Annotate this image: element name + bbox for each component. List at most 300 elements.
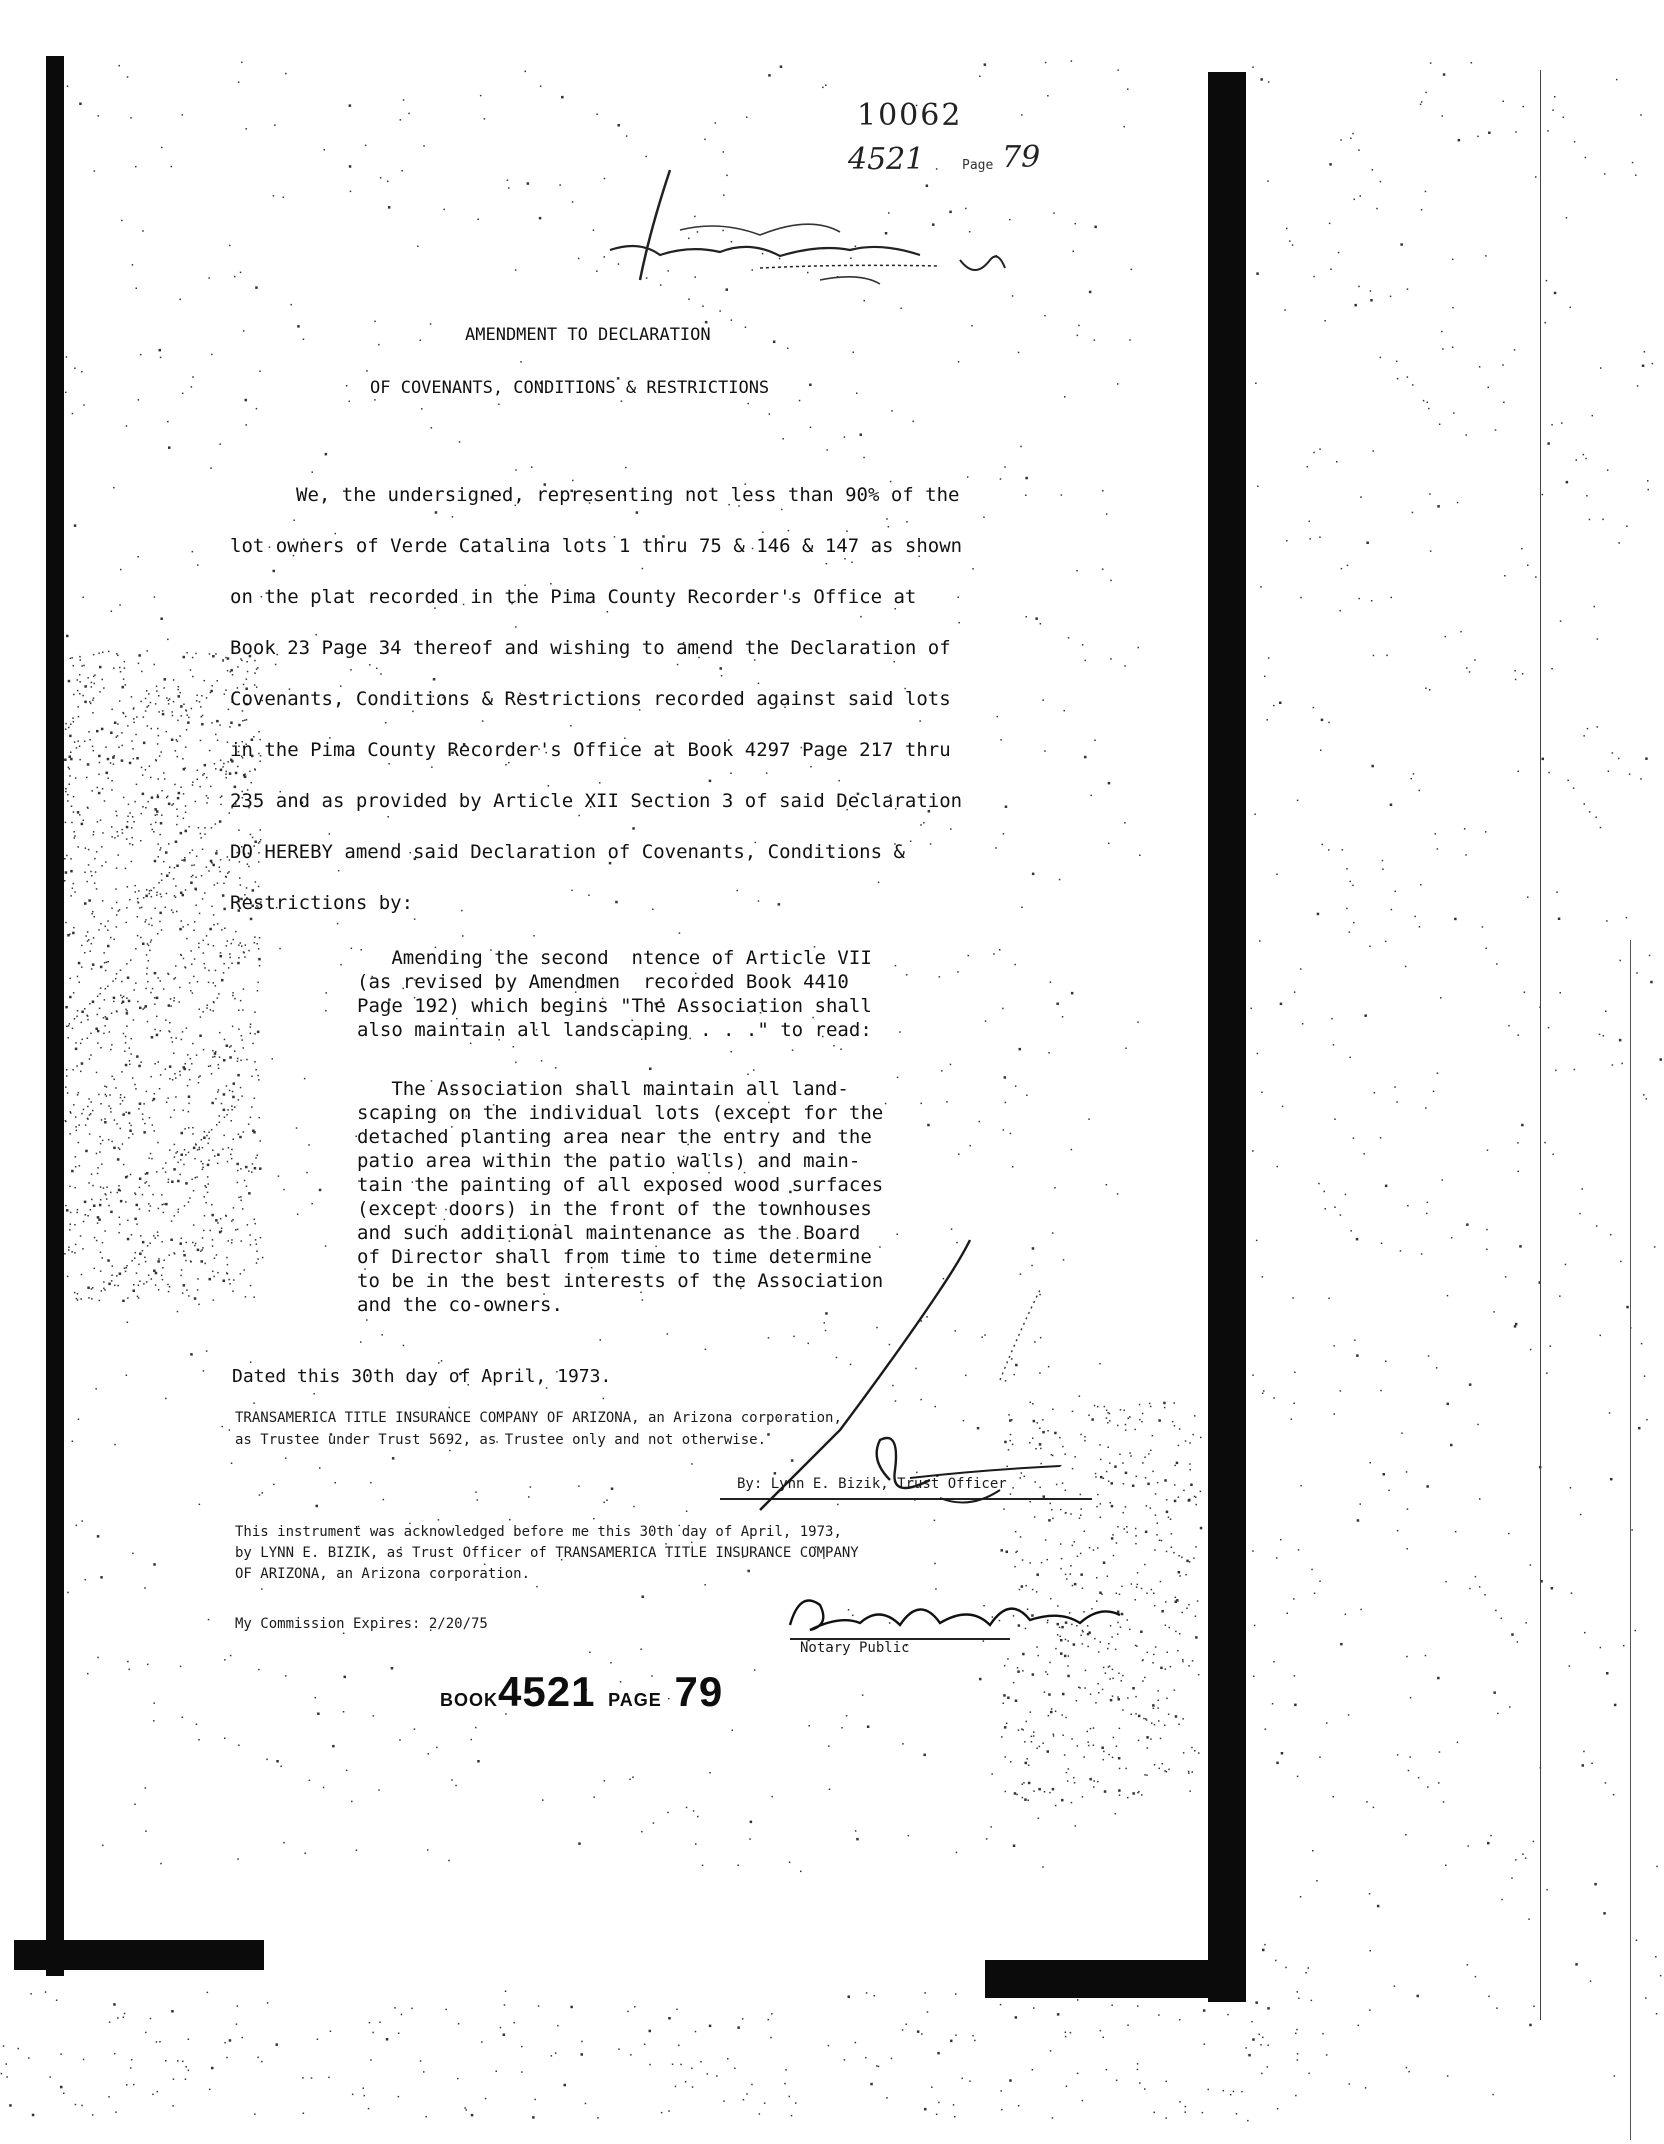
speckle-dot: [111, 1013, 113, 1015]
speckle-dot: [1025, 477, 1028, 480]
speckle-dot: [1641, 1343, 1643, 1345]
speckle-dot: [151, 1278, 153, 1280]
speckle-dot: [1533, 1841, 1535, 1843]
speckle-dot: [170, 1239, 173, 1242]
speckle-dot: [166, 731, 168, 733]
speckle-dot: [105, 970, 107, 972]
speckle-dot: [1164, 1725, 1166, 1727]
speckle-dot: [611, 1488, 614, 1491]
speckle-dot: [1061, 1558, 1063, 1560]
speckle-dot: [232, 995, 234, 997]
speckle-dot: [256, 408, 258, 410]
speckle-dot: [100, 1199, 102, 1201]
speckle-dot: [132, 748, 134, 750]
speckle-dot: [151, 728, 153, 730]
speckle-dot: [1370, 1950, 1372, 1952]
speckle-dot: [125, 716, 127, 718]
speckle-dot: [1103, 1759, 1105, 1761]
speckle-dot: [147, 981, 149, 983]
speckle-dot: [177, 720, 179, 722]
speckle-dot: [1038, 1788, 1041, 1791]
speckle-dot: [1164, 1407, 1166, 1409]
speckle-dot: [138, 1264, 140, 1266]
speckle-dot: [1340, 1643, 1343, 1646]
speckle-dot: [1443, 73, 1446, 76]
speckle-dot: [1420, 884, 1422, 886]
speckle-dot: [161, 1275, 163, 1277]
speckle-dot: [197, 1289, 199, 1291]
speckle-dot: [204, 764, 207, 767]
speckle-dot: [600, 1339, 602, 1341]
speckle-dot: [233, 1279, 235, 1281]
speckle-dot: [202, 774, 204, 776]
speckle-dot: [157, 796, 160, 799]
speckle-dot: [242, 2037, 244, 2039]
speckle-dot: [196, 1176, 198, 1178]
speckle-dot: [603, 1398, 605, 1400]
speckle-dot: [1077, 1999, 1079, 2001]
speckle-dot: [163, 1260, 165, 1262]
speckle-dot: [1117, 1193, 1119, 1195]
speckle-dot: [78, 962, 81, 965]
speckle-dot: [117, 1158, 120, 1161]
speckle-dot: [1321, 719, 1324, 722]
speckle-dot: [1656, 1866, 1658, 1868]
speckle-dot: [1208, 2089, 1210, 2091]
speckle-dot: [110, 1192, 112, 1194]
speckle-dot: [1451, 1237, 1453, 1239]
speckle-dot: [114, 1285, 116, 1287]
speckle-dot: [66, 1069, 68, 1071]
speckle-dot: [1390, 804, 1393, 807]
speckle-dot: [470, 1043, 472, 1045]
speckle-dot: [1626, 1306, 1629, 1309]
speckle-dot: [161, 1241, 163, 1243]
speckle-dot: [229, 1056, 232, 1059]
speckle-dot: [1397, 1754, 1399, 1756]
speckle-dot: [208, 870, 210, 872]
speckle-dot: [145, 1173, 147, 1175]
speckle-dot: [317, 1713, 320, 1716]
speckle-dot: [697, 1816, 699, 1818]
speckle-dot: [94, 916, 96, 918]
speckle-dot: [1309, 538, 1311, 540]
speckle-dot: [215, 823, 217, 825]
speckle-dot: [1371, 600, 1373, 602]
speckle-dot: [1174, 1465, 1176, 1467]
speckle-dot: [1548, 1027, 1550, 1029]
speckle-dot: [1194, 1496, 1196, 1498]
speckle-dot: [1185, 2106, 1187, 2108]
speckle-dot: [150, 2018, 152, 2020]
speckle-dot: [1101, 1747, 1104, 1750]
speckle-dot: [227, 872, 229, 874]
speckle-dot: [208, 1066, 210, 1068]
speckle-dot: [1575, 1963, 1578, 1966]
speckle-dot: [104, 999, 106, 1001]
speckle-dot: [82, 597, 84, 599]
speckle-dot: [243, 988, 245, 990]
speckle-dot: [1045, 1671, 1047, 1673]
speckle-dot: [1135, 1535, 1137, 1537]
speckle-dot: [204, 967, 206, 969]
speckle-dot: [1309, 521, 1311, 523]
speckle-dot: [69, 934, 71, 936]
speckle-dot: [581, 2041, 583, 2043]
speckle-dot: [202, 1169, 204, 1171]
speckle-dot: [250, 1026, 252, 1028]
speckle-dot: [92, 2114, 94, 2116]
speckle-dot: [1623, 1645, 1625, 1647]
speckle-dot: [1313, 707, 1315, 709]
speckle-dot: [1117, 69, 1119, 71]
speckle-dot: [187, 714, 189, 716]
speckle-dot: [457, 2078, 459, 2080]
speckle-dot: [162, 710, 164, 712]
speckle-dot: [1643, 1094, 1645, 1096]
speckle-dot: [986, 1838, 988, 1840]
speckle-dot: [156, 814, 158, 816]
speckle-dot: [131, 827, 133, 829]
speckle-dot: [245, 399, 248, 402]
speckle-dot: [215, 970, 217, 972]
speckle-dot: [1189, 1463, 1191, 1465]
speckle-dot: [166, 797, 168, 799]
speckle-dot: [127, 1175, 129, 1177]
speckle-dot: [66, 855, 68, 857]
speckle-dot: [1122, 1675, 1124, 1677]
speckle-dot: [1165, 1668, 1167, 1670]
speckle-dot: [76, 1065, 78, 1067]
speckle-dot: [555, 2052, 557, 2054]
speckle-dot: [201, 875, 203, 877]
speckle-dot: [131, 1260, 133, 1262]
speckle-dot: [1203, 2009, 1206, 2012]
speckle-dot: [216, 850, 218, 852]
speckle-dot: [800, 1871, 802, 1873]
speckle-dot: [80, 1043, 82, 1045]
speckle-dot: [111, 709, 113, 711]
speckle-dot: [1281, 1752, 1284, 1755]
speckle-dot: [822, 87, 824, 89]
speckle-dot: [1406, 1548, 1408, 1550]
speckle-dot: [1552, 110, 1554, 112]
speckle-dot: [124, 661, 126, 663]
speckle-dot: [183, 1164, 185, 1166]
speckle-dot: [100, 987, 102, 989]
trust-officer-name: By: Lynn E. Bizik, Trust Officer: [737, 1476, 1007, 1492]
speckle-dot: [417, 246, 419, 248]
speckle-dot: [116, 867, 118, 869]
speckle-dot: [100, 1186, 102, 1188]
speckle-dot: [99, 1204, 102, 1207]
speckle-dot: [90, 1033, 92, 1035]
speckle-dot: [257, 943, 259, 945]
speckle-dot: [65, 1006, 68, 1009]
speckle-dot: [182, 1292, 184, 1294]
speckle-dot: [138, 663, 140, 665]
speckle-dot: [1369, 946, 1371, 948]
speckle-dot: [126, 922, 128, 924]
speckle-dot: [113, 763, 115, 765]
speckle-dot: [530, 1486, 532, 1488]
speckle-dot: [222, 660, 224, 662]
speckle-dot: [411, 2008, 413, 2010]
speckle-dot: [1126, 1526, 1128, 1528]
speckle-dot: [1457, 502, 1459, 504]
speckle-dot: [110, 1049, 112, 1051]
speckle-dot: [1041, 1562, 1043, 1564]
speckle-dot: [218, 1064, 220, 1066]
speckle-dot: [185, 1182, 188, 1185]
speckle-dot: [1257, 1053, 1259, 1055]
speckle-dot: [174, 1144, 176, 1146]
speckle-dot: [155, 822, 157, 824]
speckle-dot: [217, 1272, 219, 1274]
speckle-dot: [1241, 2091, 1243, 2093]
speckle-dot: [1610, 1234, 1612, 1236]
speckle-dot: [171, 1220, 173, 1222]
speckle-dot: [833, 1045, 835, 1047]
speckle-dot: [206, 1187, 208, 1189]
speckle-dot: [163, 772, 165, 774]
speckle-dot: [226, 1045, 229, 1048]
speckle-dot: [106, 962, 108, 964]
speckle-dot: [1428, 408, 1430, 410]
speckle-dot: [1159, 1540, 1161, 1542]
speckle-dot: [93, 937, 95, 939]
speckle-dot: [546, 1387, 548, 1389]
speckle-dot: [1005, 1756, 1007, 1758]
amendment-line: patio area within the patio walls) and main-: [357, 1150, 861, 1172]
speckle-dot: [1370, 290, 1372, 292]
speckle-dot: [1477, 136, 1479, 138]
speckle-dot: [123, 2017, 125, 2019]
speckle-dot: [1597, 726, 1599, 728]
speckle-dot: [1371, 765, 1374, 768]
speckle-dot: [1369, 1893, 1371, 1895]
speckle-dot: [309, 1780, 311, 1782]
speckle-dot: [153, 1563, 156, 1566]
speckle-dot: [195, 801, 197, 803]
speckle-dot: [1175, 1715, 1178, 1718]
speckle-dot: [254, 1098, 256, 1100]
speckle-dot: [168, 1179, 170, 1181]
speckle-dot: [251, 1106, 253, 1108]
speckle-dot: [158, 1208, 160, 1210]
speckle-dot: [825, 85, 827, 87]
speckle-dot: [185, 1154, 187, 1156]
speckle-dot: [197, 981, 199, 983]
speckle-dot: [215, 768, 217, 770]
amendment-line: to be in the best interests of the Association: [357, 1270, 884, 1292]
speckle-dot: [1338, 252, 1340, 254]
book-number: 4521: [498, 1668, 596, 1715]
speckle-dot: [1179, 1575, 1181, 1577]
speckle-dot: [119, 1149, 121, 1151]
speckle-dot: [161, 814, 163, 816]
speckle-dot: [154, 1003, 156, 1005]
speckle-dot: [128, 1000, 131, 1003]
speckle-dot: [148, 1158, 150, 1160]
speckle-dot: [87, 931, 89, 933]
speckle-dot: [133, 1019, 135, 1021]
speckle-dot: [653, 1822, 655, 1824]
speckle-dot: [217, 680, 219, 682]
speckle-dot: [1164, 1770, 1166, 1772]
speckle-dot: [102, 1242, 104, 1244]
speckle-dot: [1082, 1796, 1084, 1798]
speckle-dot: [84, 902, 87, 905]
speckle-dot: [346, 385, 348, 387]
speckle-dot: [96, 1072, 98, 1074]
speckle-dot: [91, 682, 93, 684]
speckle-dot: [969, 2080, 971, 2082]
speckle-dot: [181, 920, 183, 922]
speckle-dot: [1425, 1655, 1427, 1657]
speckle-dot: [186, 938, 188, 940]
speckle-dot: [159, 349, 162, 352]
speckle-dot: [1223, 2090, 1225, 2092]
speckle-dot: [168, 1291, 170, 1293]
speckle-dot: [224, 1659, 226, 1661]
speckle-dot: [146, 690, 148, 692]
speckle-dot: [1370, 1462, 1372, 1464]
speckle-dot: [212, 1239, 214, 1241]
speckle-dot: [527, 182, 530, 185]
speckle-dot: [99, 993, 101, 995]
speckle-dot: [219, 1056, 221, 1058]
speckle-dot: [203, 773, 205, 775]
speckle-dot: [192, 1242, 194, 1244]
speckle-dot: [94, 170, 96, 172]
speckle-dot: [626, 135, 628, 137]
speckle-dot: [157, 1260, 160, 1263]
speckle-dot: [1096, 1577, 1098, 1579]
speckle-dot: [1106, 2069, 1108, 2071]
speckle-dot: [1047, 1750, 1050, 1753]
speckle-dot: [425, 2116, 427, 2118]
speckle-dot: [540, 85, 542, 87]
amendment-line: detached planting area near the entry and the: [357, 1126, 872, 1148]
speckle-dot: [1077, 1745, 1079, 1747]
speckle-dot: [254, 1011, 256, 1013]
speckle-dot: [1154, 1724, 1156, 1726]
speckle-dot: [1151, 1589, 1153, 1591]
speckle-dot: [77, 1010, 79, 1012]
speckle-dot: [79, 693, 81, 695]
speckle-dot: [1353, 1137, 1355, 1139]
speckle-dot: [190, 1353, 193, 1356]
document-title: AMENDMENT TO DECLARATION: [465, 325, 711, 345]
speckle-dot: [115, 811, 117, 813]
speckle-dot: [120, 1200, 123, 1203]
speckle-dot: [1546, 1889, 1548, 1891]
speckle-dot: [273, 195, 275, 197]
speckle-dot: [1137, 1021, 1139, 1023]
speckle-dot: [227, 1109, 229, 1111]
speckle-dot: [70, 870, 73, 873]
speckle-dot: [70, 758, 73, 761]
speckle-dot: [181, 1132, 184, 1135]
speckle-dot: [1080, 1553, 1082, 1555]
speckle-dot: [1660, 1058, 1663, 1061]
speckle-dot: [799, 400, 801, 402]
speckle-dot: [84, 1008, 86, 1010]
speckle-dot: [956, 1852, 958, 1854]
speckle-dot: [296, 1127, 298, 1129]
speckle-dot: [69, 978, 71, 980]
speckle-dot: [238, 1197, 240, 1199]
speckle-dot: [92, 746, 94, 748]
speckle-dot: [145, 988, 147, 990]
speckle-dot: [193, 864, 195, 866]
speckle-dot: [325, 1245, 327, 1247]
speckle-dot: [1163, 1402, 1166, 1405]
speckle-dot: [534, 2099, 536, 2101]
speckle-dot: [112, 1265, 114, 1267]
speckle-dot: [1333, 1796, 1335, 1798]
speckle-dot: [127, 886, 129, 888]
speckle-dot: [64, 880, 66, 882]
speckle-dot: [100, 819, 102, 821]
speckle-dot: [114, 1119, 116, 1121]
speckle-dot: [84, 1201, 87, 1204]
speckle-dot: [221, 1103, 223, 1105]
speckle-dot: [1440, 997, 1442, 999]
speckle-dot: [1252, 2038, 1255, 2041]
speckle-dot: [209, 750, 211, 752]
speckle-dot: [496, 2071, 498, 2073]
speckle-dot: [222, 766, 224, 768]
speckle-dot: [1394, 1086, 1396, 1088]
speckle-dot: [127, 76, 129, 78]
speckle-dot: [212, 1150, 214, 1152]
amendment-line: tain the painting of all exposed wood surfaces: [357, 1174, 884, 1196]
speckle-dot: [1380, 181, 1382, 183]
speckle-dot: [79, 1165, 81, 1167]
speckle-dot: [91, 1298, 93, 1300]
speckle-dot: [1093, 1727, 1095, 1729]
speckle-dot: [111, 1280, 113, 1282]
speckle-dot: [1138, 1791, 1140, 1793]
speckle-dot: [208, 982, 210, 984]
speckle-dot: [117, 1192, 119, 1194]
speckle-dot: [156, 810, 159, 813]
speckle-dot: [160, 980, 162, 982]
speckle-dot: [1047, 1674, 1049, 1676]
speckle-dot: [325, 1010, 327, 1012]
speckle-dot: [1068, 1655, 1070, 1657]
speckle-dot: [1552, 1154, 1554, 1156]
speckle-dot: [1559, 1295, 1561, 1297]
speckle-dot: [702, 305, 704, 307]
speckle-dot: [103, 687, 105, 689]
speckle-dot: [173, 803, 175, 805]
speckle-dot: [158, 711, 160, 713]
speckle-dot: [129, 762, 132, 765]
speckle-dot: [1486, 1229, 1488, 1231]
speckle-dot: [181, 955, 183, 957]
speckle-dot: [118, 1232, 120, 1234]
speckle-dot: [177, 797, 180, 800]
speckle-dot: [178, 1001, 180, 1003]
speckle-dot: [111, 1076, 113, 1078]
speckle-dot: [204, 1215, 206, 1217]
speckle-dot: [1013, 1845, 1016, 1848]
speckle-dot: [153, 1702, 155, 1704]
speckle-dot: [1632, 162, 1634, 164]
